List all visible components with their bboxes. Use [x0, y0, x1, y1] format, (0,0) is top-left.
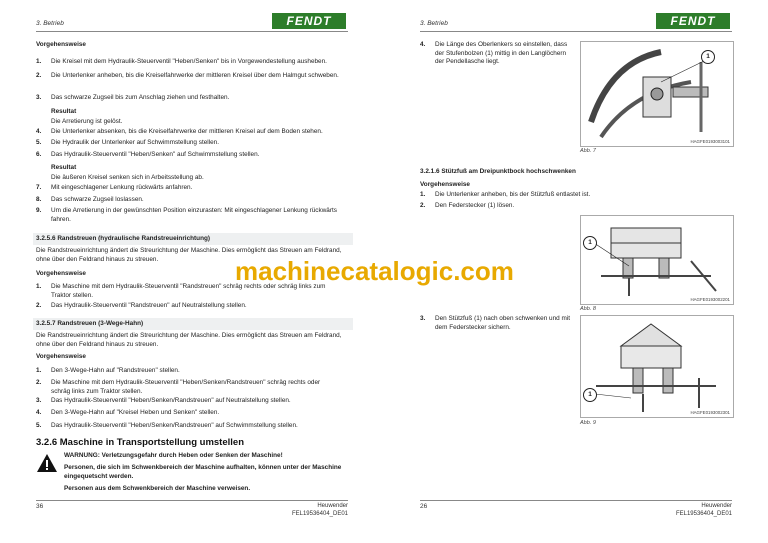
- step-text: Den 3-Wege-Hahn auf "Kreisel Heben und Senken" stellen.: [51, 409, 220, 416]
- figure-code: HAGFE0193003101: [690, 139, 730, 144]
- step-number: 2.: [420, 202, 426, 209]
- footer-code: FEL19536404_DE01: [675, 511, 732, 517]
- step-number: 4.: [36, 409, 42, 416]
- step-text: Das Hydraulik-Steuerventil "Randstreuen" auf Neutralstellung stellen.: [51, 302, 247, 309]
- step-number: 2.: [36, 379, 42, 386]
- watermark-text: machinecatalogic.com: [235, 256, 514, 286]
- section-heading-3256: 3.2.5.6 Randstreuen (hydraulische Randstreueinrichtung): [36, 235, 211, 242]
- step-number: 3.: [36, 94, 42, 101]
- warning-text: Personen, die sich im Schwenkbereich der Maschine aufhalten, können unter der Maschine eingequetscht werden.: [64, 464, 342, 480]
- step-text: Den Stützfuß (1) nach oben schwenken und mit dem Federstecker sichern.: [435, 315, 570, 331]
- header-section: 3. Betrieb: [420, 20, 448, 27]
- step-text: Die Unterlenker absenken, bis die Kreiselfahrwerke der mittleren Kreisel auf dem Boden stehen.: [51, 128, 323, 135]
- warning-icon: [36, 453, 58, 473]
- step-text: Das Hydraulik-Steuerventil "Heben/Senken/Randstreuen" auf Schwimmstellung stellen.: [51, 422, 298, 429]
- step-number: 4.: [420, 41, 426, 48]
- figure-caption: Abb. 7: [580, 148, 596, 154]
- step-number: 2.: [36, 302, 42, 309]
- step-text: Das schwarze Zugseil loslassen.: [51, 196, 144, 203]
- section-heading-3257: 3.2.5.7 Randstreuen (3-Wege-Hahn): [36, 320, 144, 327]
- header-rule: [420, 31, 732, 32]
- vorgehensweise-heading: Vorgehensweise: [36, 41, 86, 48]
- figure-8: [580, 215, 734, 305]
- resultat-heading: Resultat: [51, 164, 77, 171]
- step-number: 1.: [36, 58, 42, 65]
- fendt-logo: FENDT: [272, 13, 346, 29]
- step-number: 8.: [36, 196, 42, 203]
- step-text: Mit eingeschlagener Lenkung rückwärts anfahren.: [51, 184, 193, 191]
- figure-code: HAGFE0193002301: [690, 410, 730, 415]
- resultat-heading: Resultat: [51, 108, 77, 115]
- callout-marker: 1: [583, 236, 597, 250]
- step-text: Die Länge des Oberlenkers so einstellen, dass der Stufenbolzen (1) mittig in den Langlöchern der Pendellasche liegt.: [435, 41, 568, 66]
- step-number: 5.: [36, 422, 42, 429]
- step-number: 1.: [36, 283, 42, 290]
- step-text: Um die Arretierung in der gewünschten Position einzurasten: Mit eingeschlagener Lenkung rückwärts fahren.: [51, 207, 337, 223]
- step-number: 9.: [36, 207, 42, 214]
- warning-action: Personen aus dem Schwenkbereich der Maschine verweisen.: [64, 485, 251, 492]
- step-text: Das schwarze Zugseil bis zum Anschlag ziehen und festhalten.: [51, 94, 230, 101]
- step-text: Das Hydraulik-Steuerventil "Heben/Senken/Randstreuen" auf Neutralstellung stellen.: [51, 397, 291, 404]
- page-number: 36: [36, 503, 44, 510]
- step-number: 5.: [36, 139, 42, 146]
- section-heading-3216: 3.2.1.6 Stützfuß am Dreipunktbock hochschwenken: [420, 168, 576, 175]
- step-text: Die Unterlenker anheben, bis die Kreiselfahrwerke der mittleren Kreisel über dem Halmgut schweben.: [51, 72, 339, 79]
- figure-8-drawing: [581, 216, 733, 304]
- section-text: Die Randstreueinrichtung ändert die Streurichtung der Maschine. Dies ermöglicht das Streuen am Feldrand, ohne über den Feldrand hinaus zu streuen.: [36, 247, 342, 263]
- figure-7: [580, 41, 734, 147]
- step-text: Die Unterlenker anheben, bis der Stützfuß entlastet ist.: [435, 191, 591, 198]
- fendt-logo: FENDT: [656, 13, 730, 29]
- step-text: Den 3-Wege-Hahn auf "Randstreuen" stellen.: [51, 367, 180, 374]
- step-text: Das Hydraulik-Steuerventil "Heben/Senken" auf Schwimmstellung stellen.: [51, 151, 260, 158]
- figure-9: [580, 315, 734, 418]
- callout-marker: 1: [583, 388, 597, 402]
- figure-caption: Abb. 8: [580, 306, 596, 312]
- footer-rule: [420, 500, 732, 501]
- figure-caption: Abb. 9: [580, 420, 596, 426]
- vorgehensweise-heading: Vorgehensweise: [420, 181, 470, 188]
- section-heading-326: 3.2.6 Maschine in Transportstellung umstellen: [36, 437, 244, 448]
- step-number: 6.: [36, 151, 42, 158]
- footer-product: Heuwender: [701, 503, 732, 509]
- step-number: 1.: [420, 191, 426, 198]
- step-text: Den Federstecker (1) lösen.: [435, 202, 515, 209]
- figure-code: HAGFE0193002201: [690, 297, 730, 302]
- step-number: 1.: [36, 367, 42, 374]
- step-text: Die Maschine mit dem Hydraulik-Steuerventil "Randstreuen" schräg rechts oder schräg links zum Traktor stellen.: [51, 283, 326, 299]
- figure-9-drawing: [581, 316, 733, 417]
- footer-rule: [36, 500, 348, 501]
- footer-product: Heuwender: [317, 503, 348, 509]
- step-text: Die Kreisel mit dem Hydraulik-Steuerventil "Heben/Senken" bis in Vorgewendestellung ausheben.: [51, 58, 327, 65]
- header-rule: [36, 31, 348, 32]
- resultat-text: Die äußeren Kreisel senken sich in Arbeitsstellung ab.: [51, 174, 204, 181]
- callout-marker: 1: [701, 50, 715, 64]
- resultat-text: Die Arretierung ist gelöst.: [51, 118, 123, 125]
- header-section: 3. Betrieb: [36, 20, 64, 27]
- vorgehensweise-heading: Vorgehensweise: [36, 270, 86, 277]
- warning-title: WARNUNG: Verletzungsgefahr durch Heben oder Senken der Maschine!: [64, 452, 283, 459]
- step-number: 2.: [36, 72, 42, 79]
- step-number: 3.: [420, 315, 426, 322]
- vorgehensweise-heading: Vorgehensweise: [36, 353, 86, 360]
- step-number: 4.: [36, 128, 42, 135]
- page-number: 26: [420, 503, 428, 510]
- step-text: Die Maschine mit dem Hydraulik-Steuerventil "Heben/Senken/Randstreuen" schräg rechts oder schräg links zum Traktor stellen.: [51, 379, 321, 395]
- step-text: Die Hydraulik der Unterlenker auf Schwimmstellung stellen.: [51, 139, 220, 146]
- step-number: 7.: [36, 184, 42, 191]
- footer-code: FEL19536404_DE01: [291, 511, 348, 517]
- step-number: 3.: [36, 397, 42, 404]
- section-text: Die Randstreueinrichtung ändert die Streurichtung der Maschine. Dies ermöglicht das Streuen am Feldrand, ohne über den Feldrand hinaus zu streuen.: [36, 332, 342, 348]
